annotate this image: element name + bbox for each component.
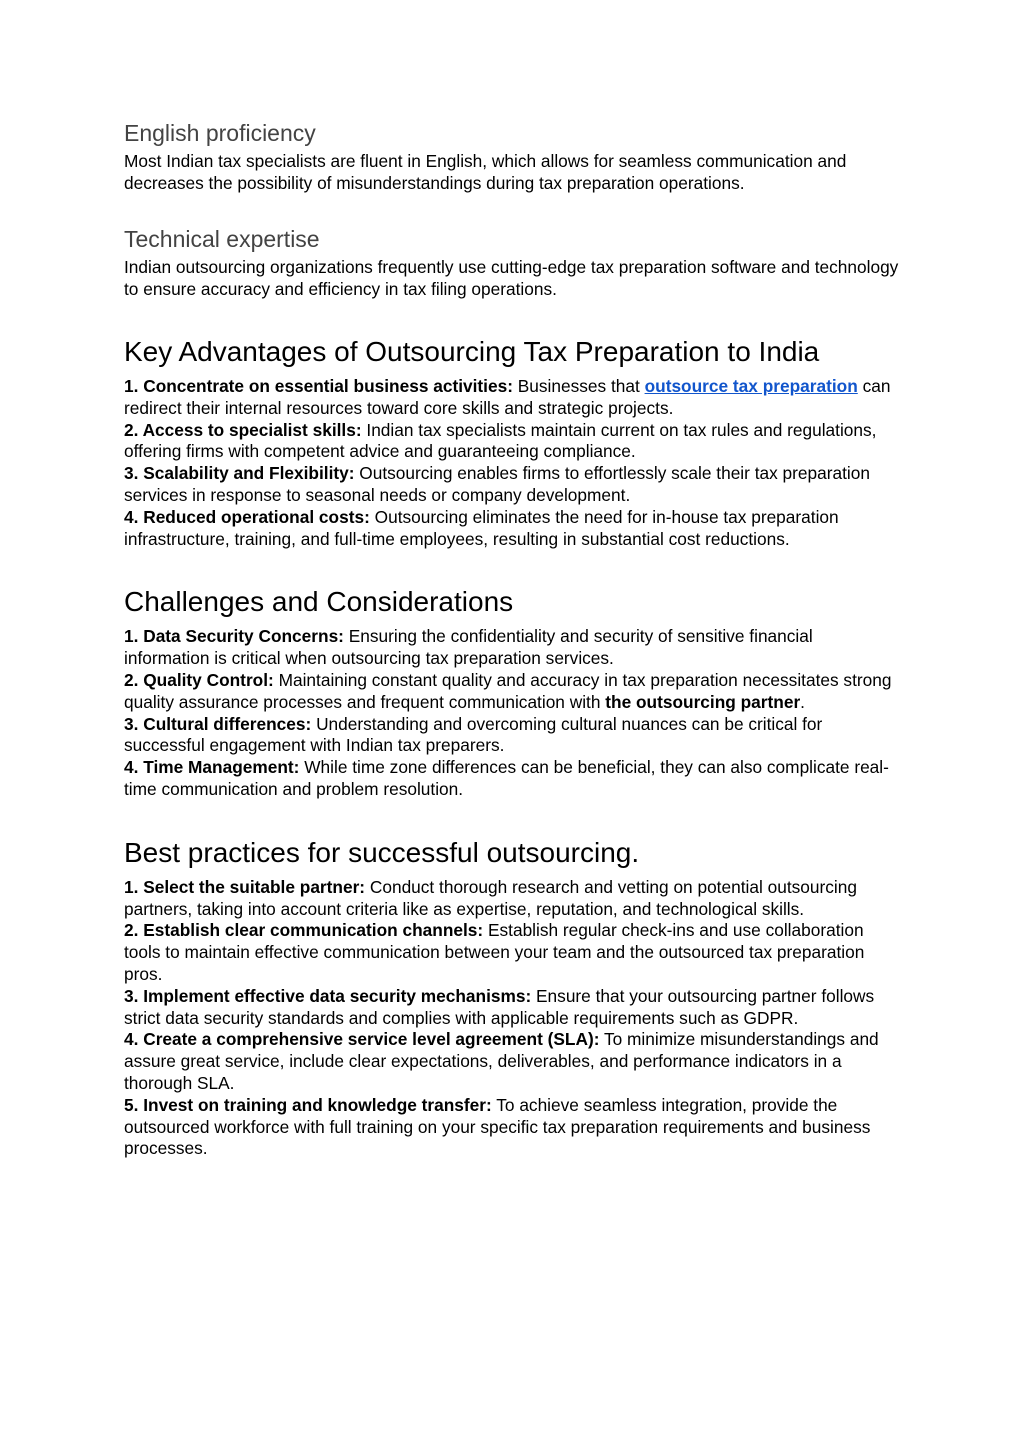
item-label: 4. Create a comprehensive service level agreement (SLA): [124,1029,600,1050]
english-proficiency-heading: English proficiency [124,120,316,146]
list-item [124,877,899,921]
list-item [124,463,899,507]
key-advantages-heading: Key Advantages of Outsourcing Tax Preparation to India [124,336,820,367]
list-item [124,507,899,551]
list-item [124,1095,899,1160]
item-text: Understanding and overcoming cultural nuances can be critical for successful engagement with Indian tax preparers. [124,713,823,756]
item-text: To achieve seamless integration, provide the outsourced workforce with full training on your specific tax preparation requirements and business processes. [124,1094,871,1159]
item-text: can redirect their internal resources toward core skills and strategic projects. [124,376,891,418]
item-label: 1. Concentrate on essential business activities: [124,376,513,396]
document-page [124,118,899,1160]
list-item [124,986,899,1030]
best-practices-heading: Best practices for successful outsourcing. [124,836,640,868]
list-item [124,714,899,758]
item-text: Ensure that your outsourcing partner follows strict data security standards and complies with applicable requirements such as GDPR. [124,985,875,1028]
item-label: 2. Establish clear communication channels: [124,920,484,941]
best-practices-list [124,877,899,1160]
item-label: 3. Cultural differences: [124,713,312,734]
item-text: . [800,691,805,712]
item-bold-text: the outsourcing partner [605,691,801,712]
list-item [124,1029,899,1094]
key-advantages-list [124,376,899,550]
item-text: Ensuring the confidentiality and security of sensitive financial information is critical when outsourcing tax preparation services. [124,626,813,669]
list-item [124,420,899,464]
item-label: 4. Time Management: [124,757,300,778]
english-proficiency-paragraph: Most Indian tax specialists are fluent in English, which allows for seamless communication and decreases the possibility of misunderstandings during tax preparation operations. [124,151,847,193]
challenges-list [124,626,899,800]
item-label: 1. Data Security Concerns: [124,626,344,647]
item-text: Businesses that [512,376,645,396]
item-text: Conduct thorough research and vetting on potential outsourcing partners, taking into account criteria like as expertise, reputation, and technological skills. [124,876,857,919]
item-text: To minimize misunderstandings and assure great service, include clear expectations, deliverables, and performance indicators in a thorough SLA. [124,1029,879,1093]
list-item [124,626,899,670]
item-label: 2. Quality Control: [124,669,274,690]
item-text: Outsourcing eliminates the need for in-house tax preparation infrastructure, training, and full-time employees, resulting in substantial cost reductions. [124,506,839,549]
challenges-heading: Challenges and Considerations [124,586,514,618]
list-item [124,670,899,714]
item-text: While time zone differences can be beneficial, they can also complicate real-time communication and problem resolution. [124,757,889,799]
item-label: 5. Invest on training and knowledge transfer: [124,1094,492,1115]
item-label: 1. Select the suitable partner: [124,876,366,897]
technical-expertise-heading: Technical expertise [124,226,320,252]
item-label: 2. Access to specialist skills: [124,419,362,440]
item-label: 3. Scalability and Flexibility: [124,463,355,484]
item-label: 3. Implement effective data security mechanisms: [124,985,532,1006]
item-text: Establish regular check-ins and use collaboration tools to maintain effective communication between your team and the outsourced tax preparation pros. [124,920,865,984]
list-item [124,757,899,801]
list-item [124,920,899,985]
item-text: Indian tax specialists maintain current on tax rules and regulations, offering firms with competent advice and guaranteeing compliance. [124,419,877,462]
outsource-tax-preparation-link[interactable]: outsource tax preparation [644,376,858,396]
item-text: Outsourcing enables firms to effortlessly scale their tax preparation services in response to seasonal needs or company development. [124,463,870,505]
technical-expertise-paragraph: Indian outsourcing organizations frequently use cutting-edge tax preparation software and technology to ensure accuracy and efficiency in tax filing operations. [124,257,899,299]
list-item [124,376,899,420]
item-text: Maintaining constant quality and accuracy in tax preparation necessitates strong quality assurance processes and frequent communication with [124,669,892,712]
item-label: 4. Reduced operational costs: [124,506,370,527]
